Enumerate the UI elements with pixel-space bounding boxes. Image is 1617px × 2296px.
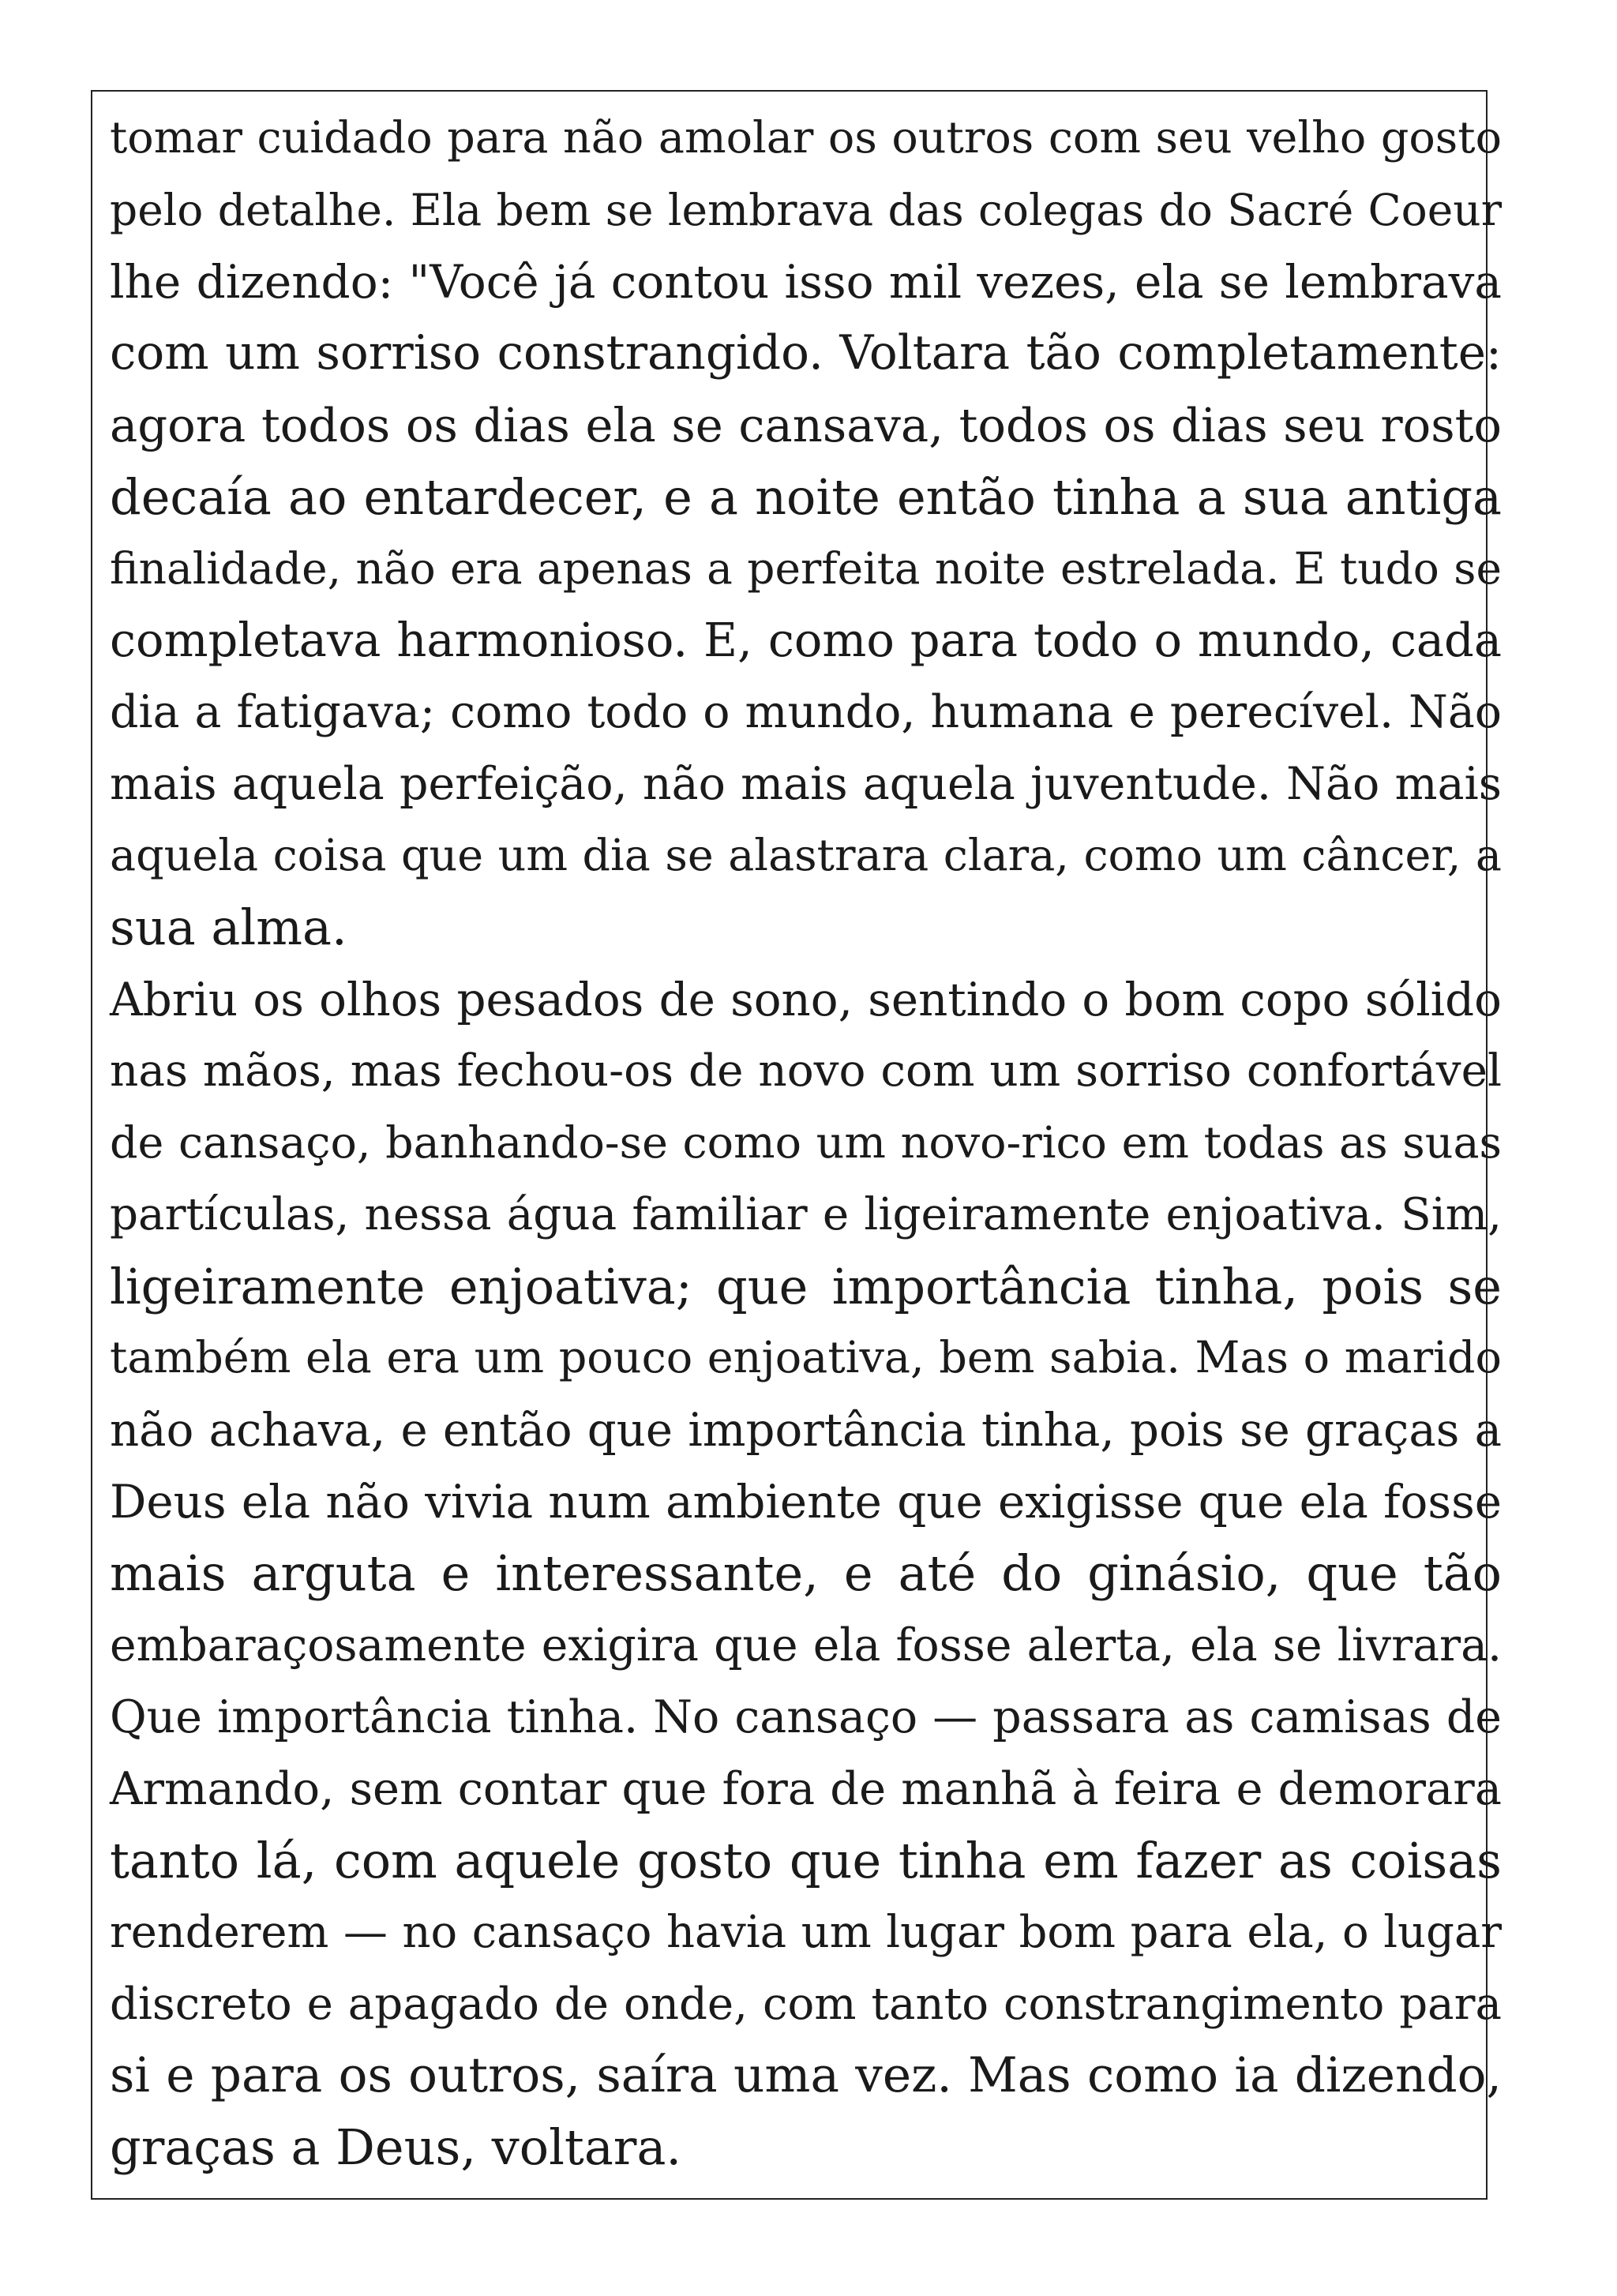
text-line: pelo detalhe. Ela bem se lembrava das colegas do Sacré Coeur (110, 184, 1502, 235)
text-line: embaraçosamente exigira que ela fosse alerta, ela se livrara. (110, 1619, 1502, 1672)
text-line: nas mãos, mas fechou-os de novo com um sorriso confortável (110, 1045, 1502, 1097)
text-line: com um sorriso constrangido. Voltara tão completamente: (110, 325, 1502, 381)
text-line: finalidade, não era apenas a perfeita noite estrelada. E tudo se (110, 543, 1502, 595)
text-line: ligeiramente enjoativa; que importância tinha, pois se (110, 1257, 1502, 1315)
text-line: de cansaço, banhando-se como um novo-rico em todas as suas (110, 1117, 1502, 1169)
text-line: dia a fatigava; como todo o mundo, humana e perecível. Não (110, 686, 1502, 739)
paragraph-1 (110, 103, 1502, 964)
text-line: partículas, nessa água familiar e ligeiramente enjoativa. Sim, (110, 1188, 1502, 1240)
text-line: tanto lá, com aquele gosto que tinha em fazer as coisas (110, 1831, 1502, 1889)
text-line: mais arguta e interessante, e até do ginásio, que tão (110, 1544, 1502, 1603)
text-line: Que importância tinha. No cansaço — passara as camisas de (110, 1690, 1502, 1743)
paragraph-2 (110, 964, 1502, 2184)
text-line: graças a Deus, voltara. (110, 2118, 682, 2177)
text-line: decaía ao entardecer, e a noite então tinha a sua antiga (110, 467, 1502, 526)
text-line: agora todos os dias ela se cansava, todos os dias seu rosto (110, 397, 1502, 452)
text-line: lhe dizendo: "Você já contou isso mil vezes, ela se lembrava (110, 254, 1502, 309)
text-body (110, 103, 1502, 2184)
text-line: também ela era um pouco enjoativa, bem sabia. Mas o marido (110, 1332, 1502, 1384)
text-line: sua alma. (110, 898, 347, 956)
text-line: renderem — no cansaço havia um lugar bom para ela, o lugar (110, 1906, 1502, 1958)
text-line: mais aquela perfeição, não mais aquela juventude. Não mais (110, 758, 1502, 811)
text-line: tomar cuidado para não amolar os outros com seu velho gosto (110, 112, 1502, 163)
text-line: discreto e apagado de onde, com tanto constrangimento para (110, 1978, 1502, 2030)
text-line: Deus ela não vivia num ambiente que exigisse que ela fosse (110, 1475, 1502, 1529)
text-line: Abriu os olhos pesados de sono, sentindo o bom copo sólido (110, 972, 1502, 1026)
text-line: aquela coisa que um dia se alastrara clara, como um câncer, a (110, 830, 1502, 882)
text-line: completava harmonioso. E, como para todo o mundo, cada (110, 613, 1502, 668)
text-line: Armando, sem contar que fora de manhã à feira e demorara (110, 1761, 1502, 1815)
text-line: não achava, e então que importância tinha, pois se graças a (110, 1403, 1502, 1458)
text-line: si e para os outros, saíra uma vez. Mas como ia dizendo, (110, 2047, 1502, 2104)
